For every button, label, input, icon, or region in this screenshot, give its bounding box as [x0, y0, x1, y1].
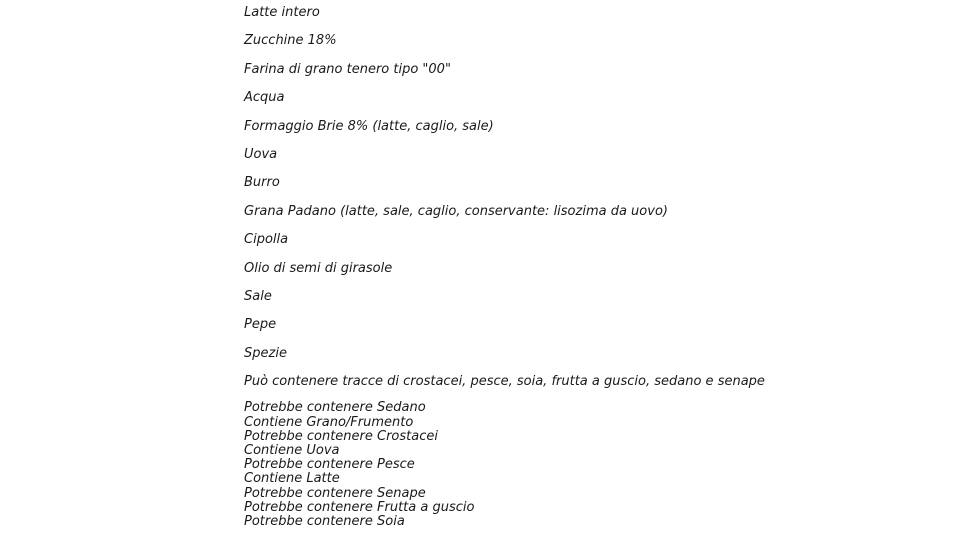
- allergen-item: Potrebbe contenere Frutta a guscio: [244, 499, 475, 515]
- allergen-item: Contiene Latte: [244, 471, 340, 487]
- ingredient-item: Grana Padano (latte, sale, caglio, conservante: lisozima da uovo): [244, 203, 668, 219]
- ingredient-item: Cipolla: [244, 232, 289, 248]
- ingredient-list: [244, 4, 944, 390]
- ingredient-item: Uova: [244, 146, 278, 162]
- allergen-item: Contiene Uova: [244, 443, 340, 459]
- ingredient-item: Burro: [244, 175, 280, 191]
- allergen-list: [244, 401, 944, 529]
- allergen-item: Potrebbe contenere Sedano: [244, 400, 426, 416]
- allergen-item: Potrebbe contenere Pesce: [244, 457, 415, 473]
- ingredient-item: Pepe: [244, 317, 277, 333]
- ingredient-item: Farina di grano tenero tipo "00": [244, 61, 451, 77]
- ingredient-item: Latte intero: [244, 5, 320, 20]
- traces-warning: Può contenere tracce di crostacei, pesce, soia, frutta a guscio, sedano e senape: [244, 374, 765, 390]
- allergen-item: Potrebbe contenere Soia: [244, 513, 405, 529]
- ingredient-item: Formaggio Brie 8% (latte, caglio, sale): [244, 118, 494, 134]
- ingredient-item: Spezie: [244, 345, 287, 361]
- ingredient-item: Sale: [244, 288, 272, 304]
- allergen-item: Potrebbe contenere Senape: [244, 485, 426, 501]
- allergen-block: [244, 401, 944, 529]
- product-info: [244, 4, 944, 529]
- ingredient-item: Acqua: [244, 90, 285, 106]
- ingredient-item: Zucchine 18%: [244, 33, 337, 49]
- allergen-item: Potrebbe contenere Crostacei: [244, 428, 438, 444]
- allergen-item: Contiene Grano/Frumento: [244, 414, 414, 430]
- ingredient-item: Olio di semi di girasole: [244, 260, 393, 276]
